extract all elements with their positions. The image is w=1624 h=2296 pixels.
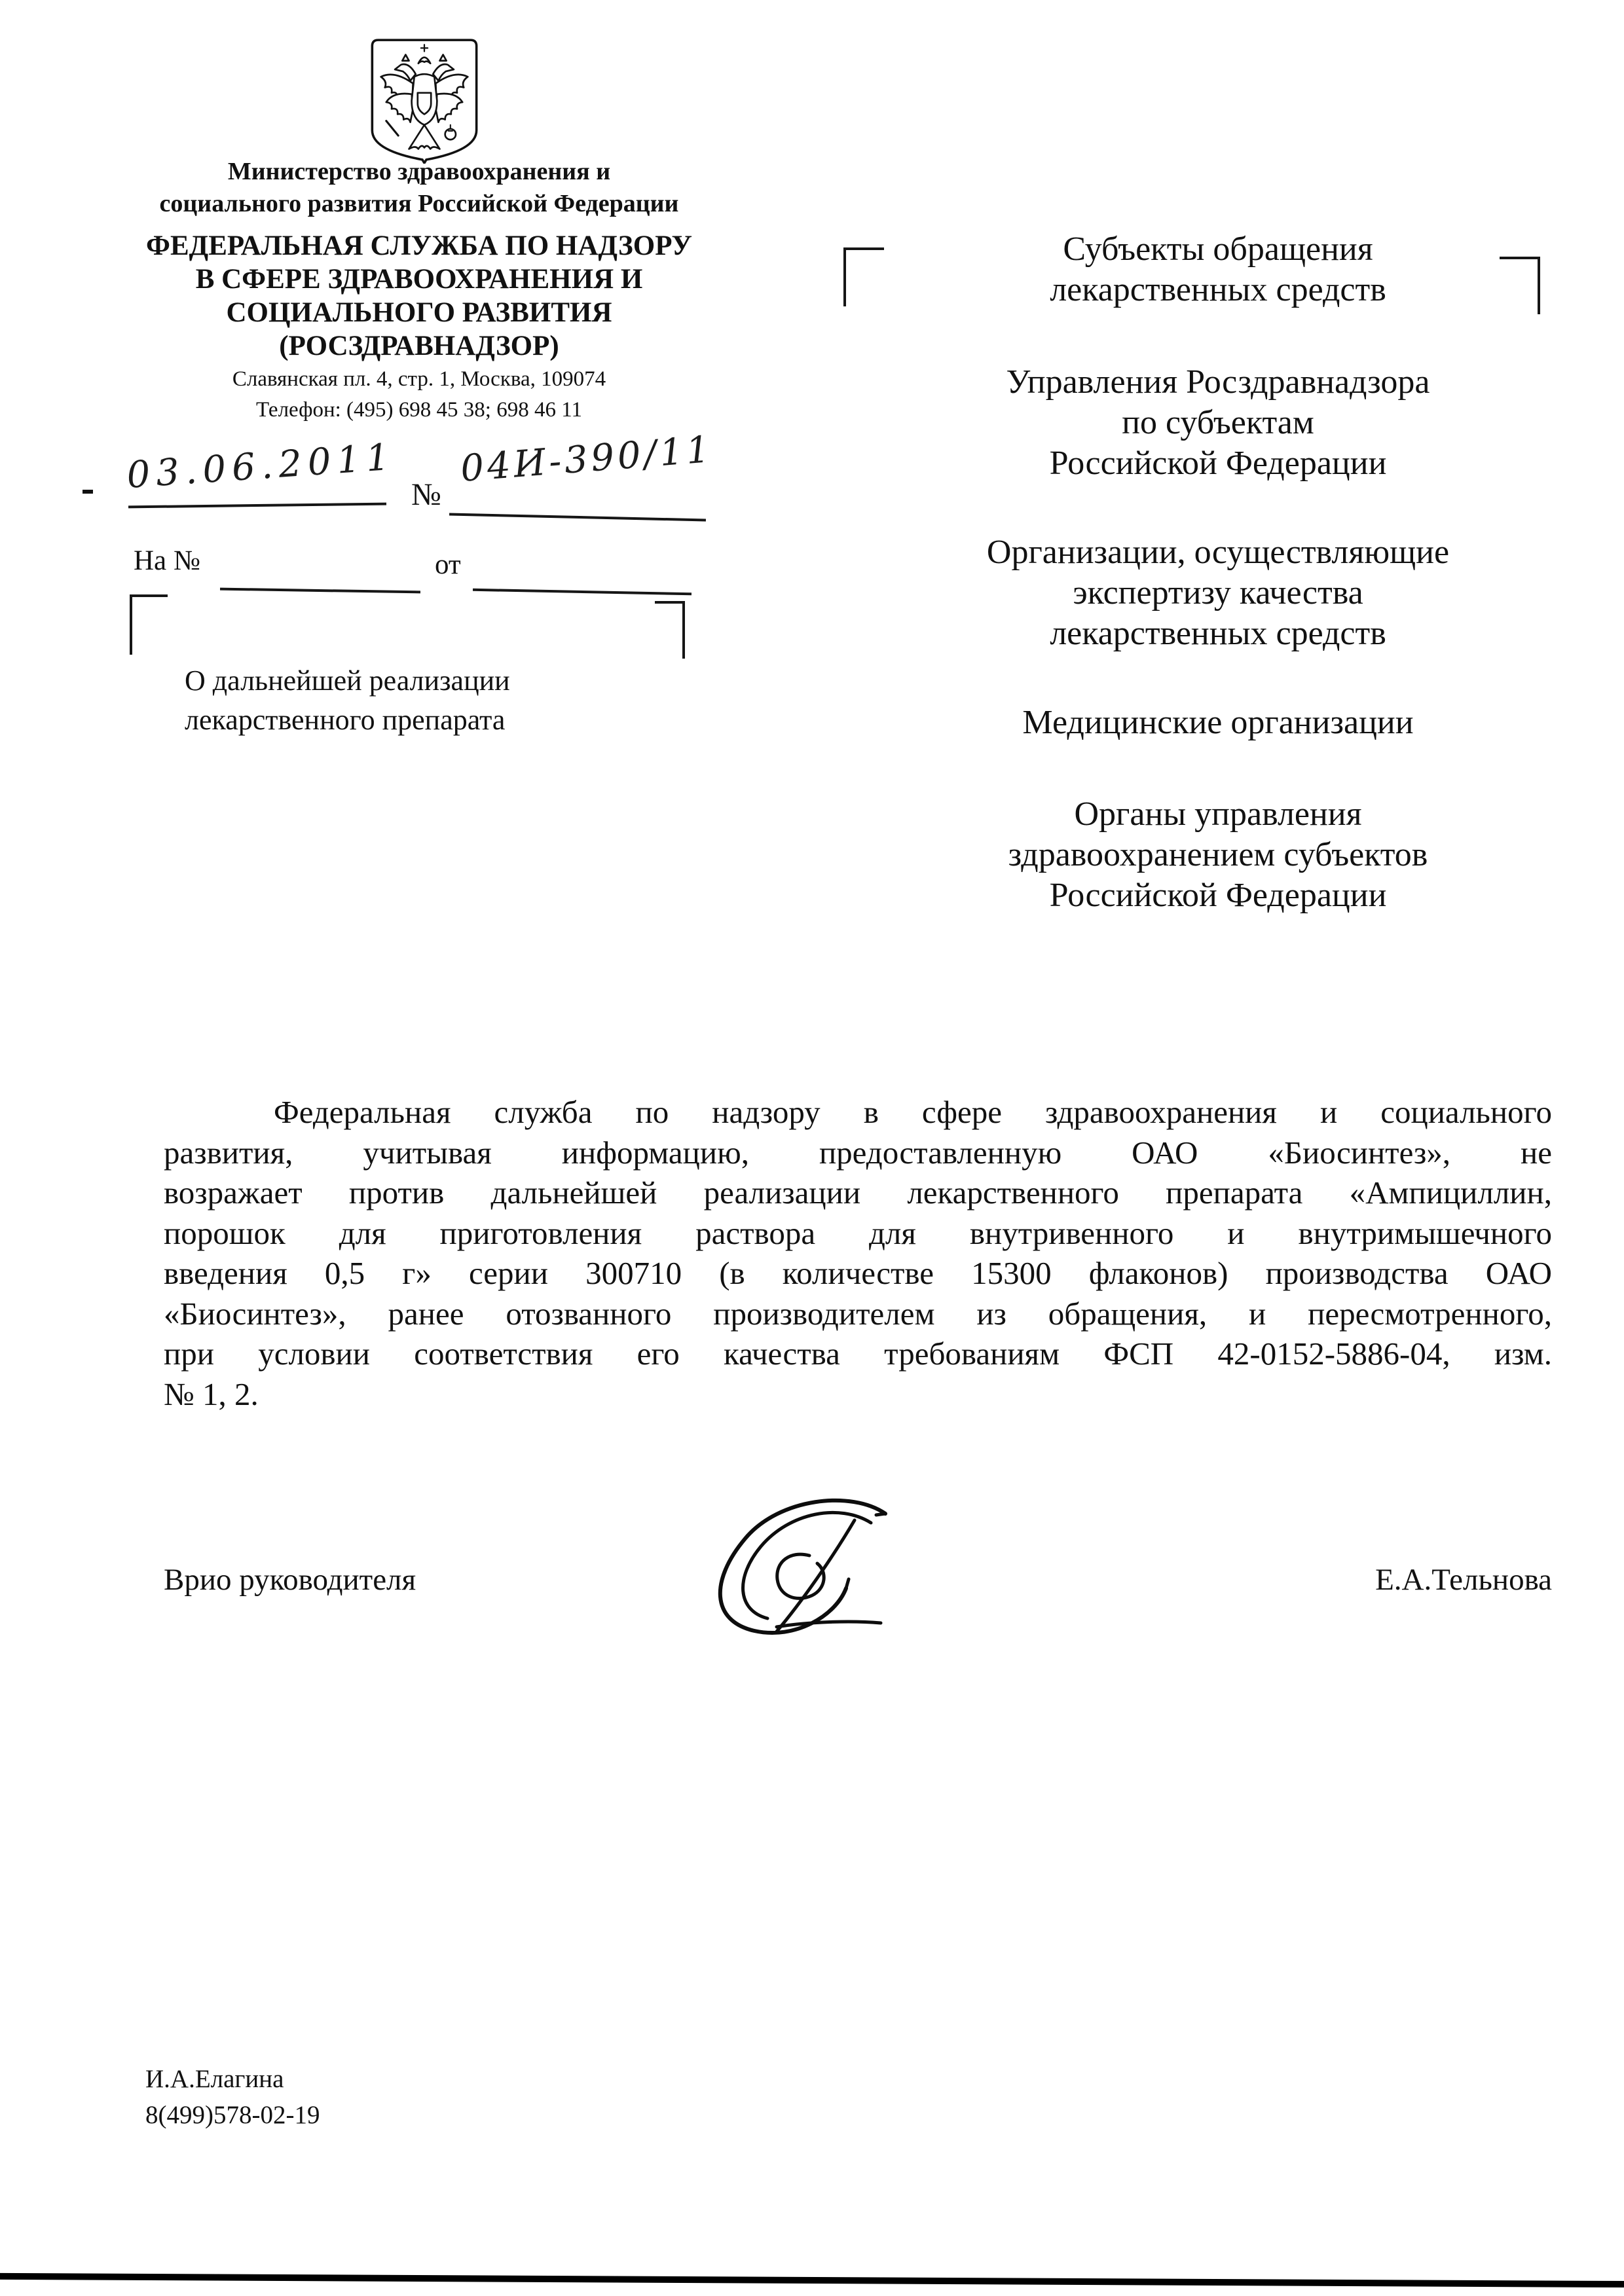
agency-phone: Телефон: (495) 698 45 38; 698 46 11 [256,398,582,422]
addressee-line: лекарственных средств [1050,271,1386,308]
body-line-3: возражает против дальнейшей реализации лекарственного препарата «Ампициллин, [164,1175,1552,1211]
agency-name-line-1: ФЕДЕРАЛЬНАЯ СЛУЖБА ПО НАДЗОРУ [146,230,692,261]
reply-number-blank-line [220,588,420,594]
subject-corner-mark-right [655,601,685,659]
body-line-5: введения 0,5 г» серии 300710 (в количестве 15300 флаконов) производства ОАО [164,1255,1552,1291]
signer-name: Е.А.Тельнова [1375,1563,1552,1597]
addressee-line: экспертизу качества [1073,574,1363,611]
handwritten-outgoing-number: 04И-390/11 [458,428,714,490]
reply-date-blank-line [473,589,692,595]
addressee-line: Российской Федерации [1049,445,1387,482]
from-label: от [435,549,461,580]
addressee-line: Российской Федерации [1049,877,1387,914]
subject-corner-mark-left [130,594,168,655]
body-line-8: № 1, 2. [164,1376,259,1412]
addressee-line: лекарственных средств [1050,615,1386,652]
addressee-group-3 [904,532,1532,654]
addressee-line: Организации, осуществляющие [986,534,1450,571]
addressee-corner-mark-left [843,247,884,306]
executor-name: И.А.Елагина [145,2065,284,2093]
body-line-4: порошок для приготовления раствора для внутривенного и внутримышечного [164,1214,1552,1251]
addressee-group-5 [904,794,1532,916]
addressee-line: Медицинские организации [1022,704,1414,741]
addressee-group-1 [904,229,1532,310]
coat-of-arms-icon [367,37,482,164]
body-line-2: развития, учитывая информацию, предоставленную ОАО «Биосинтез», не [164,1134,1552,1171]
body-line-1: Федеральная служба по надзору в сфере здравоохранения и социального [274,1094,1552,1130]
addressee-line: Субъекты обращения [1063,230,1373,268]
ministry-name-line-2: социального развития Российской Федерации [159,190,679,217]
reply-to-label: На № [134,545,200,576]
agency-name-line-3: СОЦИАЛЬНОГО РАЗВИТИЯ [226,297,612,328]
agency-address: Славянская пл. 4, стр. 1, Москва, 109074 [232,367,606,391]
handwritten-signature-icon [655,1493,930,1650]
executor-phone: 8(499)578-02-19 [145,2101,320,2129]
addressee-group-2 [904,362,1532,484]
numero-sign: № [411,477,441,512]
addressee-line: Органы управления [1074,795,1362,833]
letter-body [164,1092,1552,1414]
addressee-group-4 [904,702,1532,743]
letter-subject-line-1: О дальнейшей реализации [185,665,510,697]
handwritten-date: 03.06.2011 [125,435,397,497]
scan-artifact-line [0,2273,1624,2287]
russian-coat-of-arms-emblem [367,37,482,164]
ministry-name-line-1: Министерство здравоохранения и [227,158,611,185]
addressee-line: здравоохранением субъектов [1008,836,1428,873]
signer-position: Врио руководителя [164,1563,416,1597]
addressee-line: Управления Росздравнадзора [1006,363,1430,401]
number-blank-line [449,513,706,522]
date-blank-line [128,503,386,509]
scan-artifact-dash [83,490,93,494]
agency-name-line-2: В СФЕРЕ ЗДРАВООХРАНЕНИЯ И [195,264,643,295]
agency-name-line-4: (РОСЗДРАВНАДЗОР) [279,331,559,361]
body-line-7: при условии соответствия его качества требованиям ФСП 42-0152-5886-04, изм. [164,1336,1552,1372]
body-line-6: «Биосинтез», ранее отозванного производителем из обращения, и пересмотренного, [164,1295,1552,1332]
letter-subject-line-2: лекарственного препарата [185,704,506,736]
addressee-line: по субъектам [1122,404,1314,441]
